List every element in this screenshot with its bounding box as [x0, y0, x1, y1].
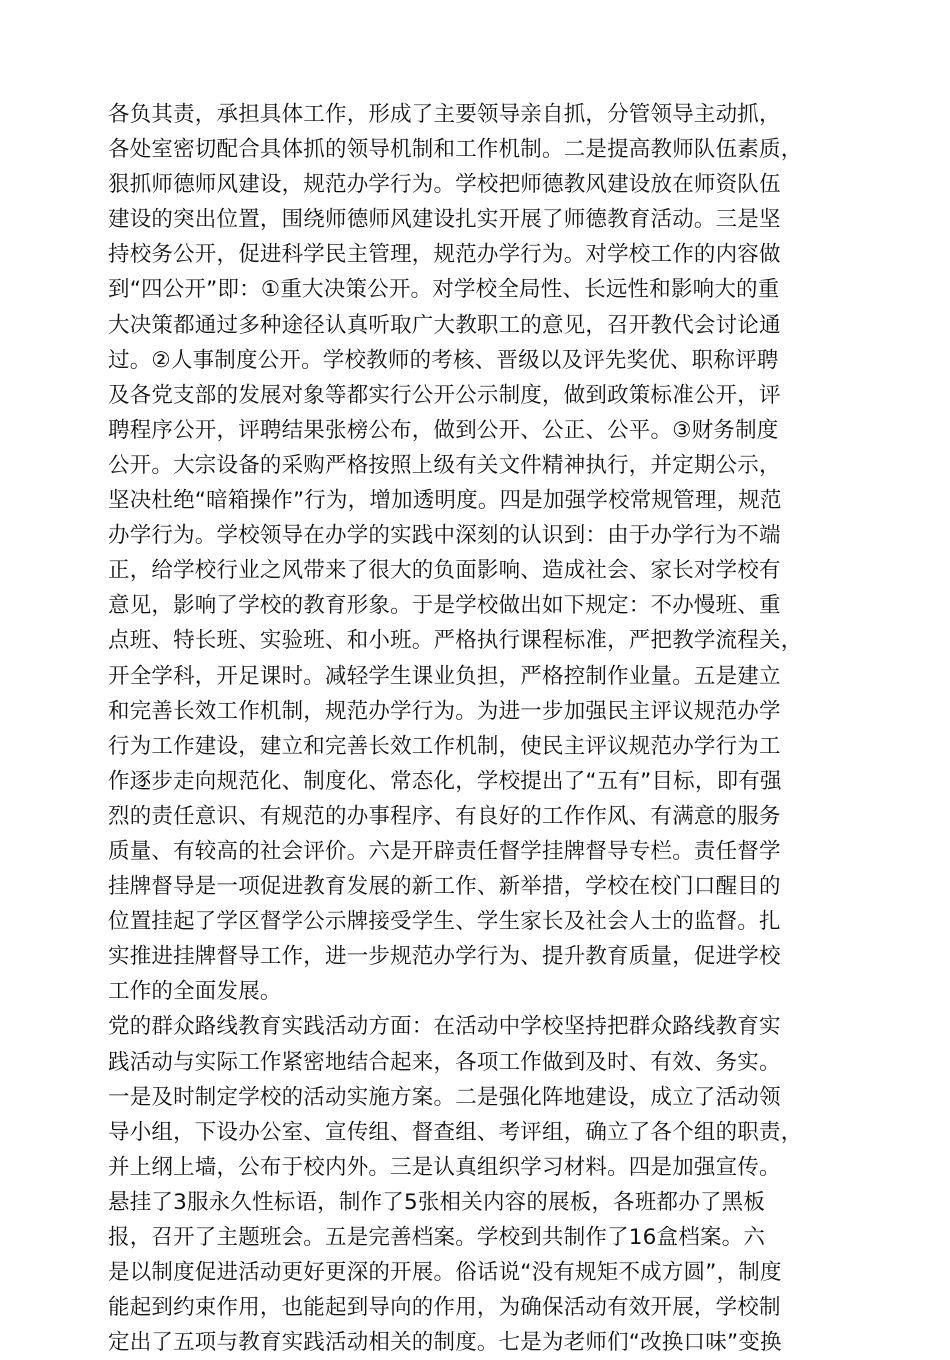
- text-line: 公开。大宗设备的采购严格按照上级有关文件精神执行，并定期公示，: [108, 452, 781, 478]
- text-line: 报，召开了主题班会。五是完善档案。学校到共制作了16盒档案。六: [108, 1225, 766, 1250]
- text-line: 正，给学校行业之风带来了很大的负面影响、造成社会、家长对学校有: [108, 558, 781, 584]
- text-line: 定出了五项与教育实践活动相关的制度。七是为老师们“改换口味”变换: [108, 1330, 782, 1356]
- text-line: 和完善长效工作机制，规范办学行为。为进一步加强民主评议规范办学: [108, 698, 781, 724]
- text-line: 践活动与实际工作紧密地结合起来，各项工作做到及时、有效、务实。: [108, 1049, 781, 1075]
- body-text: [108, 97, 853, 1360]
- text-line: 一是及时制定学校的活动实施方案。二是强化阵地建设，成立了活动领: [108, 1084, 781, 1110]
- text-line: 并上纲上墙，公布于校内外。三是认真组织学习材料。四是加强宣传。: [108, 1154, 781, 1180]
- text-line: 实推进挂牌督导工作，进一步规范办学行为、提升教育质量，促进学校: [108, 944, 781, 970]
- text-line: 意见，影响了学校的教育形象。于是学校做出如下规定：不办慢班、重: [108, 593, 781, 619]
- text-line: 过。②人事制度公开。学校教师的考核、晋级以及评先奖优、职称评聘: [108, 347, 779, 373]
- text-line: 点班、特长班、实验班、和小班。严格执行课程标准，严把教学流程关，: [108, 628, 803, 654]
- text-line: 各处室密切配合具体抓的领导机制和工作机制。二是提高教师队伍素质，: [108, 137, 803, 163]
- text-line: 导小组，下设办公室、宣传组、督查组、考评组，确立了各个组的职责，: [108, 1119, 803, 1145]
- text-line: 行为工作建设，建立和完善长效工作机制，使民主评议规范办学行为工: [108, 733, 781, 759]
- text-line: 挂牌督导是一项促进教育发展的新工作、新举措，学校在校门口醒目的: [108, 874, 781, 900]
- text-line: 坚决杜绝“暗箱操作”行为，增加透明度。四是加强学校常规管理，规范: [108, 488, 782, 514]
- text-line: 是以制度促进活动更好更深的开展。俗话说“没有规矩不成方圆”，制度: [108, 1260, 782, 1286]
- text-line: 建设的突出位置，围绕师德师风建设扎实开展了师德教育活动。三是坚: [108, 207, 781, 233]
- text-line: 各负其责，承担具体工作，形成了主要领导亲自抓，分管领导主动抓，: [108, 102, 781, 127]
- text-line: 烈的责任意识、有规范的办事程序、有良好的工作作风、有满意的服务: [108, 803, 781, 829]
- text-line: 位置挂起了学区督学公示牌接受学生、学生家长及社会人士的监督。扎: [108, 909, 781, 935]
- text-line: 工作的全面发展。: [108, 979, 282, 1005]
- text-line: 聘程序公开，评聘结果张榜公布，做到公开、公正、公平。③财务制度: [108, 417, 779, 443]
- text-line: 到“四公开”即：①重大决策公开。对学校全局性、长远性和影响大的重: [108, 277, 780, 303]
- text-line: 能起到约束作用，也能起到导向的作用，为确保活动有效开展，学校制: [108, 1295, 781, 1321]
- text-line: 悬挂了3服永久性标语，制作了5张相关内容的展板，各班都办了黑板: [108, 1189, 766, 1215]
- text-line: 开全学科，开足课时。减轻学生课业负担，严格控制作业量。五是建立: [108, 663, 781, 689]
- text-line: 持校务公开，促进科学民主管理，规范办学行为。对学校工作的内容做: [108, 242, 781, 268]
- text-line: 狠抓师德师风建设，规范办学行为。学校把师德教风建设放在师资队伍: [108, 172, 781, 198]
- text-line: 办学行为。学校领导在办学的实践中深刻的认识到：由于办学行为不端: [108, 523, 781, 549]
- text-line: 质量、有较高的社会评价。六是开辟责任督学挂牌督导专栏。责任督学: [108, 838, 781, 864]
- text-line: 党的群众路线教育实践活动方面：在活动中学校坚持把群众路线教育实: [108, 1014, 781, 1040]
- text-line: 作逐步走向规范化、制度化、常态化，学校提出了“五有”目标，即有强: [108, 768, 782, 794]
- text-line: 大决策都通过多种途径认真听取广大教职工的意见，召开教代会讨论通: [108, 312, 781, 338]
- text-line: 及各党支部的发展对象等都实行公开公示制度，做到政策标准公开，评: [108, 382, 781, 408]
